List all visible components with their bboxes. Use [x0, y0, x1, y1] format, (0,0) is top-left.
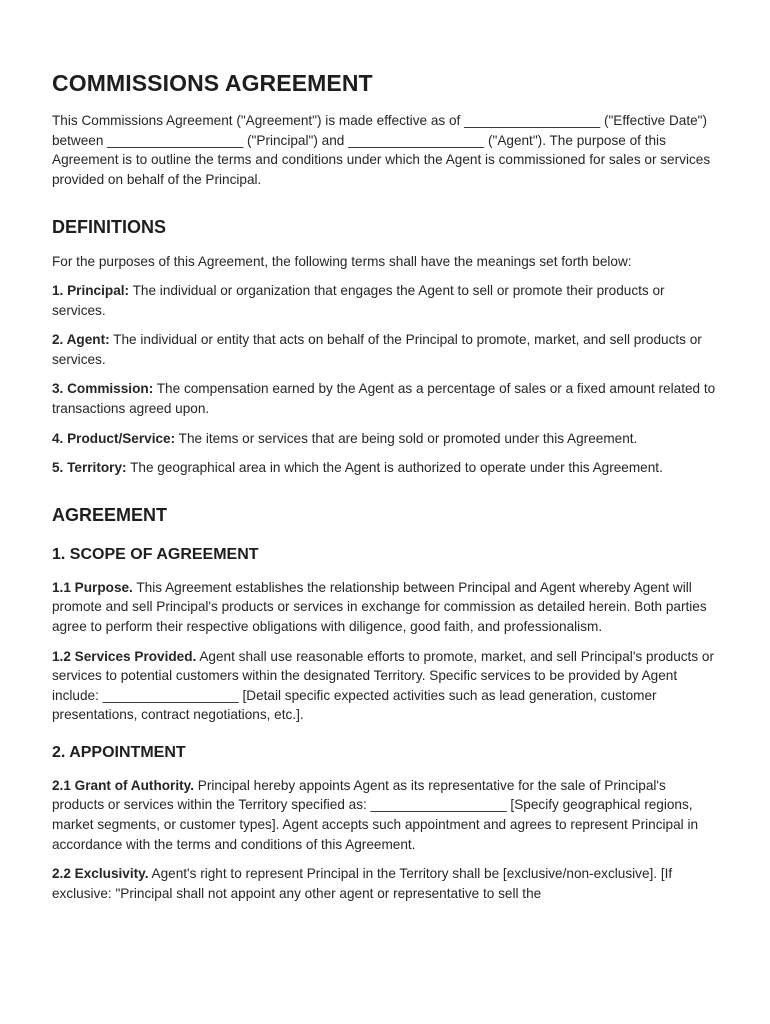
clause-label: 1.2 Services Provided. [52, 648, 197, 664]
definition-label: 2. Agent: [52, 332, 110, 348]
document-title: COMMISSIONS AGREEMENT [52, 70, 373, 96]
agreement-heading: AGREEMENT [52, 504, 168, 525]
definition-text: The individual or organization that engages the Agent to sell or promote their products or services. [52, 282, 665, 318]
clause-paragraph [52, 776, 716, 854]
definition-label: 3. Commission: [52, 381, 154, 397]
definition-text: The individual or entity that acts on behalf of the Principal to promote, market, and sell products or services. [52, 332, 702, 367]
clause-label: 2.2 Exclusivity. [52, 866, 149, 882]
appointment-heading: 2. APPOINTMENT [52, 743, 186, 761]
intro-paragraph: This Commissions Agreement ("Agreement") is made effective as of __________________ ("Effective Date") between __________________ ("Principal") and __________________ ("Agent"). The purpose of this Agreement is to outline the terms and conditions under which the Agent is commissioned for sales or services provided on behalf of the Principal. [52, 113, 711, 187]
definition-text: The compensation earned by the Agent as a percentage of sales or a fixed amount related to transactions agreed upon. [52, 381, 716, 416]
definitions-intro: For the purposes of this Agreement, the following terms shall have the meanings set forth below: [52, 254, 632, 270]
definition-item [52, 429, 716, 449]
clause-text: Principal hereby appoints Agent as its representative for the sale of Principal's products or services within the Territory specified as: __________________ [Specify geographical regions, market segments, or customer types]. Agent accepts such appointment and agrees to represent Principal in accordance with the terms and conditions of this Agreement. [52, 777, 699, 852]
definition-item [52, 281, 716, 320]
definition-item [52, 330, 716, 369]
clause-text: Agent shall use reasonable efforts to promote, market, and sell Principal's products or services to potential customers within the designated Territory. Specific services to be provided by Agent include: __________________ [Detail specific expected activities such as lead generation, customer presentations, contract negotiations, etc.]. [52, 648, 714, 723]
clause-text: This Agreement establishes the relationship between Principal and Agent whereby Agent will promote and sell Principal's products or services in exchange for commission as detailed herein. Both parties agree to perform their respective obligations with diligence, good faith, and professionalism. [52, 579, 707, 634]
clause-label: 1.1 Purpose. [52, 579, 133, 595]
definitions-heading: DEFINITIONS [52, 217, 167, 238]
clause-paragraph [52, 578, 716, 637]
clause-paragraph [52, 864, 716, 903]
clause-paragraph [52, 647, 716, 725]
clause-text: Agent's right to represent Principal in the Territory shall be [exclusive/non-exclusive]. [If exclusive: "Principal shall not appoint any other agent or representative to sell the [52, 866, 673, 901]
scope-heading: 1. SCOPE OF AGREEMENT [52, 545, 259, 563]
definition-label: 1. Principal: [52, 282, 130, 298]
definition-label: 5. Territory: [52, 460, 127, 476]
definition-text: The items or services that are being sold or promoted under this Agreement. [175, 430, 638, 446]
document-content [52, 70, 716, 913]
definition-item [52, 458, 716, 478]
definition-item [52, 379, 716, 418]
definition-label: 4. Product/Service: [52, 430, 176, 446]
clause-label: 2.1 Grant of Authority. [52, 777, 194, 793]
definition-text: The geographical area in which the Agent is authorized to operate under this Agreement. [126, 460, 663, 476]
